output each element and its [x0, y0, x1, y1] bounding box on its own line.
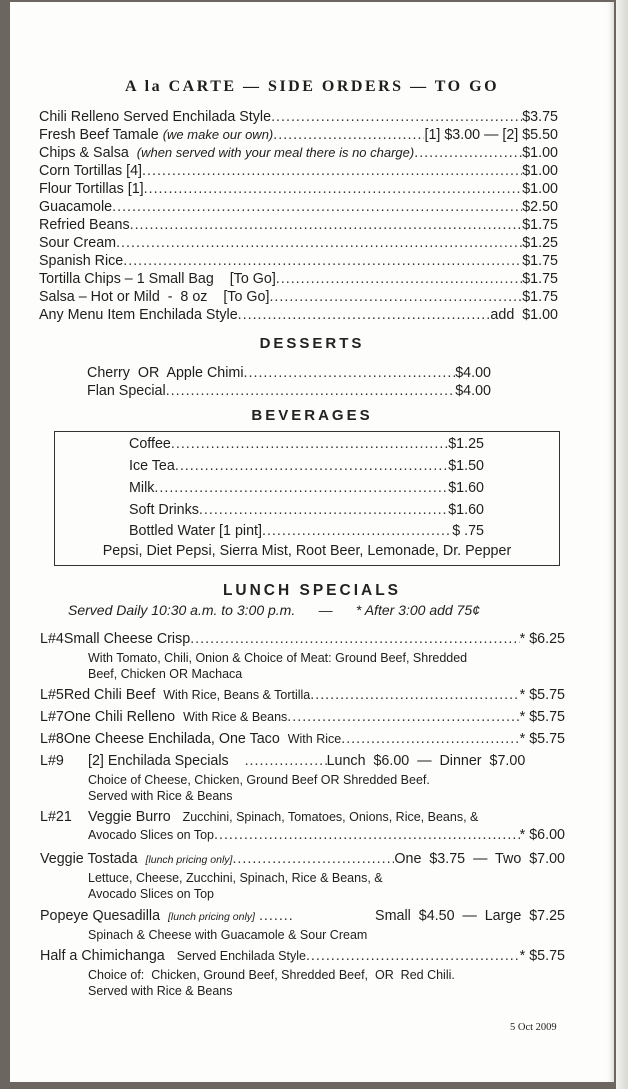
item-description: Beef, Chicken OR Machaca — [88, 667, 243, 681]
menu-item: Tortilla Chips – 1 Small Bag [To Go] ..... $1.75 — [39, 270, 558, 288]
beverages-heading: BEVERAGES — [251, 407, 373, 424]
lunch-item: L#4 Small Cheese Crisp ..... * $6.25 — [40, 630, 565, 648]
lunch-subtitle: Served Daily 10:30 a.m. to 3:00 p.m. — * After 3:00 add 75¢ — [68, 602, 480, 618]
menu-item: Soft Drinks ..... $1.60 — [129, 501, 484, 519]
menu-item: Coffee ..... $1.25 — [129, 435, 484, 453]
item-description: Choice of Cheese, Chicken, Ground Beef OR Shredded Beef. — [88, 773, 430, 787]
lunch-heading: LUNCH SPECIALS — [222, 582, 402, 599]
menu-item: Sour Cream ..... $1.25 — [39, 234, 558, 252]
page-edge-shadow — [616, 0, 628, 1089]
menu-item: Ice Tea ..... $1.50 — [129, 457, 484, 475]
lunch-item: Half a Chimichanga Served Enchilada Style ..... * $5.75 — [40, 947, 565, 965]
lunch-item-continued: Avocado Slices on Top ..... * $6.00 — [88, 826, 565, 844]
item-description: Spinach & Cheese with Guacamole & Sour Cream — [88, 928, 368, 942]
lunch-item: L#7 One Chili Relleno With Rice & Beans ..... * $5.75 — [40, 708, 565, 726]
menu-page — [10, 2, 614, 1082]
menu-item: Corn Tortillas [4] ..... $1.00 — [39, 162, 558, 180]
menu-item: Cherry OR Apple Chimi ..... $4.00 — [87, 364, 491, 382]
menu-item: Chili Relleno Served Enchilada Style ..... $3.75 — [39, 108, 558, 126]
desserts-heading: DESSERTS — [259, 335, 365, 352]
item-description: Avocado Slices on Top — [88, 887, 215, 901]
item-description: Served with Rice & Beans — [88, 789, 233, 803]
item-description: Served with Rice & Beans — [88, 984, 233, 998]
soda-list: Pepsi, Diet Pepsi, Sierra Mist, Root Beer, Lemonade, Dr. Pepper — [102, 543, 512, 559]
lunch-item: L#5 Red Chili Beef With Rice, Beans & Tortilla ..... * $5.75 — [40, 686, 565, 704]
menu-item: Flan Special ..... $4.00 — [87, 382, 491, 400]
menu-item: Fresh Beef Tamale (we make our own) ..... [1] $3.00 — [2] $5.50 — [39, 126, 558, 144]
menu-item: Salsa – Hot or Mild - 8 oz [To Go] ..... $1.75 — [39, 288, 558, 306]
item-description: Lettuce, Cheese, Zucchini, Spinach, Rice & Beans, & — [88, 871, 383, 885]
menu-item: Flour Tortillas [1] ..... $1.00 — [39, 180, 558, 198]
menu-item: Refried Beans ..... $1.75 — [39, 216, 558, 234]
item-description: Choice of: Chicken, Ground Beef, Shredded Beef, OR Red Chili. — [88, 968, 455, 982]
menu-item: Milk ..... $1.60 — [129, 479, 484, 497]
lunch-item: Popeye Quesadilla [lunch pricing only] ..... Small $4.50 — Large $7.25 — [40, 907, 565, 926]
lunch-item: L#21 Veggie Burro Zucchini, Spinach, Tomatoes, Onions, Rice, Beans, & — [40, 809, 479, 825]
lunch-item: L#8 One Cheese Enchilada, One Taco With Rice ..... * $5.75 — [40, 730, 565, 748]
lunch-item: L#9 [2] Enchilada Specials ..... Lunch $6.00 — Dinner $7.00 — [40, 752, 565, 770]
item-description: With Tomato, Chili, Onion & Choice of Meat: Ground Beef, Shredded — [88, 651, 468, 665]
alacarte-heading: A la CARTE — SIDE ORDERS — TO GO — [124, 78, 500, 95]
print-date: 5 Oct 2009 — [510, 1022, 557, 1033]
menu-item: Any Menu Item Enchilada Style ..... add $1.00 — [39, 306, 558, 324]
menu-item: Chips & Salsa (when served with your meal there is no charge) ..... $1.00 — [39, 144, 558, 162]
menu-item: Bottled Water [1 pint] ..... $ .75 — [129, 522, 484, 540]
lunch-item: Veggie Tostada [lunch pricing only] ..... One $3.75 — Two $7.00 — [40, 850, 565, 869]
menu-item: Spanish Rice ..... $1.75 — [39, 252, 558, 270]
menu-item: Guacamole ..... $2.50 — [39, 198, 558, 216]
